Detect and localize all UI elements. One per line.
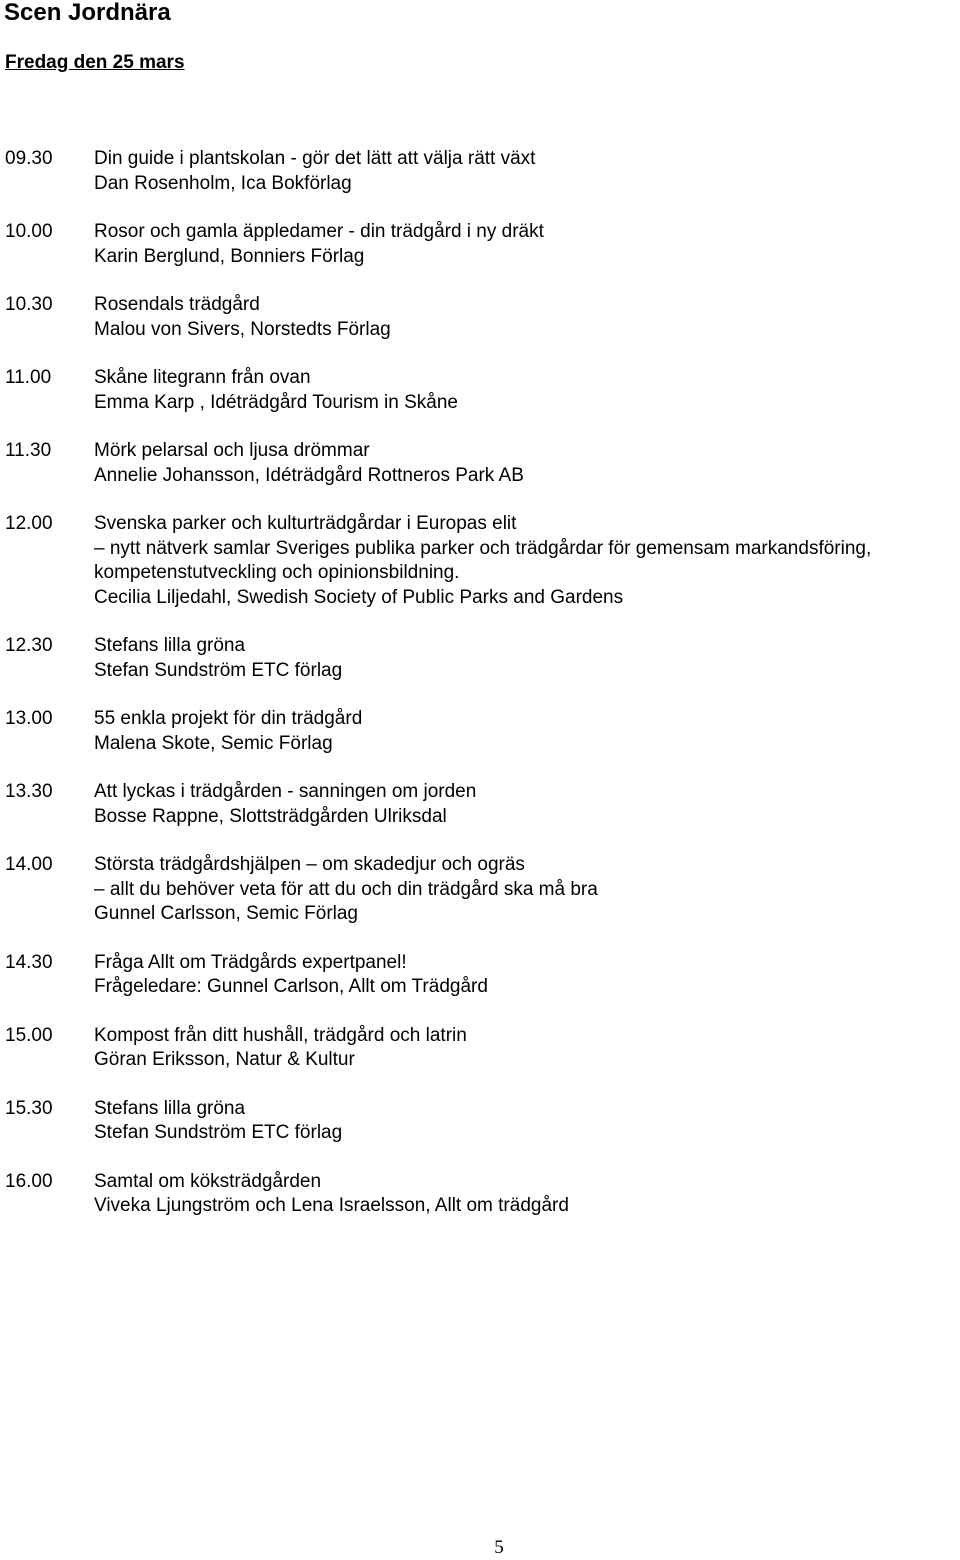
schedule-entry [0,951,960,1000]
entry-title: Din guide i plantskolan - gör det lätt att välja rätt växt [94,148,536,169]
schedule-entry [0,780,960,829]
entry-time: 10.00 [5,221,53,242]
entry-time: 13.30 [5,781,53,802]
entry-detail-line: Viveka Ljungström och Lena Israelsson, Allt om trädgård [94,1195,569,1216]
entry-detail-line: Karin Berglund, Bonniers Förlag [94,245,365,267]
entry-title: Kompost från ditt hushåll, trädgård och latrin [94,1024,467,1046]
entry-detail-line: Göran Eriksson, Natur & Kultur [94,1049,355,1070]
page-title: Scen Jordnära [4,0,171,26]
entry-title: Största trädgårdshjälpen – om skadedjur och ogräs [94,854,525,875]
entry-detail-line: Emma Karp , Idéträdgård Tourism in Skåne [94,391,458,413]
entry-detail-line: Bosse Rappne, Slottsträdgården Ulriksdal [94,805,447,827]
entry-details [94,439,960,488]
entry-time: 10.30 [5,294,53,315]
entry-details [94,147,960,196]
entry-title: Rosendals trädgård [94,294,260,315]
entry-details [94,293,960,342]
schedule-entry [0,1024,960,1073]
entry-time: 15.00 [5,1024,53,1046]
entry-time: 12.00 [5,513,53,534]
entry-time: 14.30 [5,951,53,973]
entry-time: 12.30 [5,635,53,656]
entry-detail-line: kompetenstutveckling och opinionsbildning. [94,562,460,583]
schedule-entry [0,853,960,927]
entry-title: Att lyckas i trädgården - sanningen om jorden [94,781,477,802]
schedule-entry [0,1097,960,1146]
entry-details [94,853,960,927]
entry-time: 13.00 [5,708,53,729]
date-heading: Fredag den 25 mars [5,52,185,73]
entry-details [94,1097,960,1146]
entry-details [94,634,960,683]
entry-detail-line: Stefan Sundström ETC förlag [94,659,343,681]
entry-title: Rosor och gamla äppledamer - din trädgård i ny dräkt [94,221,544,242]
entry-title: Stefans lilla gröna [94,635,246,656]
entry-title: Samtal om köksträdgården [94,1170,322,1192]
entry-time: 11.30 [5,440,52,461]
entry-details [94,366,960,415]
entry-detail-line: Dan Rosenholm, Ica Bokförlag [94,172,352,194]
entry-time: 11.00 [5,367,52,388]
entry-title: Skåne litegrann från ovan [94,367,311,388]
entry-details [94,780,960,829]
entry-time: 14.00 [5,854,53,875]
schedule-entry [0,366,960,415]
schedule-entry [0,707,960,756]
schedule-entry [0,1170,960,1219]
entry-time: 15.30 [5,1097,53,1119]
entry-detail-line: Cecilia Liljedahl, Swedish Society of Public Parks and Gardens [94,586,624,608]
entry-detail-line: Gunnel Carlsson, Semic Förlag [94,903,358,924]
schedule-entry [0,634,960,683]
entry-details [94,951,960,1000]
schedule-entry [0,439,960,488]
entry-title: Fråga Allt om Trädgårds expertpanel! [94,951,407,973]
entry-time: 09.30 [5,148,53,169]
schedule-list [0,147,960,1243]
entry-details [94,1170,960,1219]
entry-detail-line: Frågeledare: Gunnel Carlson, Allt om Trädgård [94,976,488,997]
schedule-entry [0,293,960,342]
entry-detail-line: Annelie Johansson, Idéträdgård Rottneros Park AB [94,464,524,486]
entry-detail-line: – nytt nätverk samlar Sveriges publika parker och trädgårdar för gemensam markandsföring, [94,537,872,559]
entry-title: 55 enkla projekt för din trädgård [94,708,363,729]
entry-details [94,707,960,756]
schedule-entry [0,512,960,610]
entry-details [94,220,960,269]
entry-title: Svenska parker och kulturträdgårdar i Europas elit [94,513,517,534]
entry-details [94,1024,960,1073]
schedule-entry [0,147,960,196]
page-number: 5 [494,1537,504,1558]
entry-details [94,512,960,610]
entry-title: Stefans lilla gröna [94,1097,246,1119]
entry-title: Mörk pelarsal och ljusa drömmar [94,440,370,461]
entry-detail-line: – allt du behöver veta för att du och din trädgård ska må bra [94,878,598,900]
entry-detail-line: Stefan Sundström ETC förlag [94,1122,343,1143]
entry-time: 16.00 [5,1170,53,1192]
entry-detail-line: Malou von Sivers, Norstedts Förlag [94,318,391,340]
entry-detail-line: Malena Skote, Semic Förlag [94,732,333,754]
schedule-entry [0,220,960,269]
